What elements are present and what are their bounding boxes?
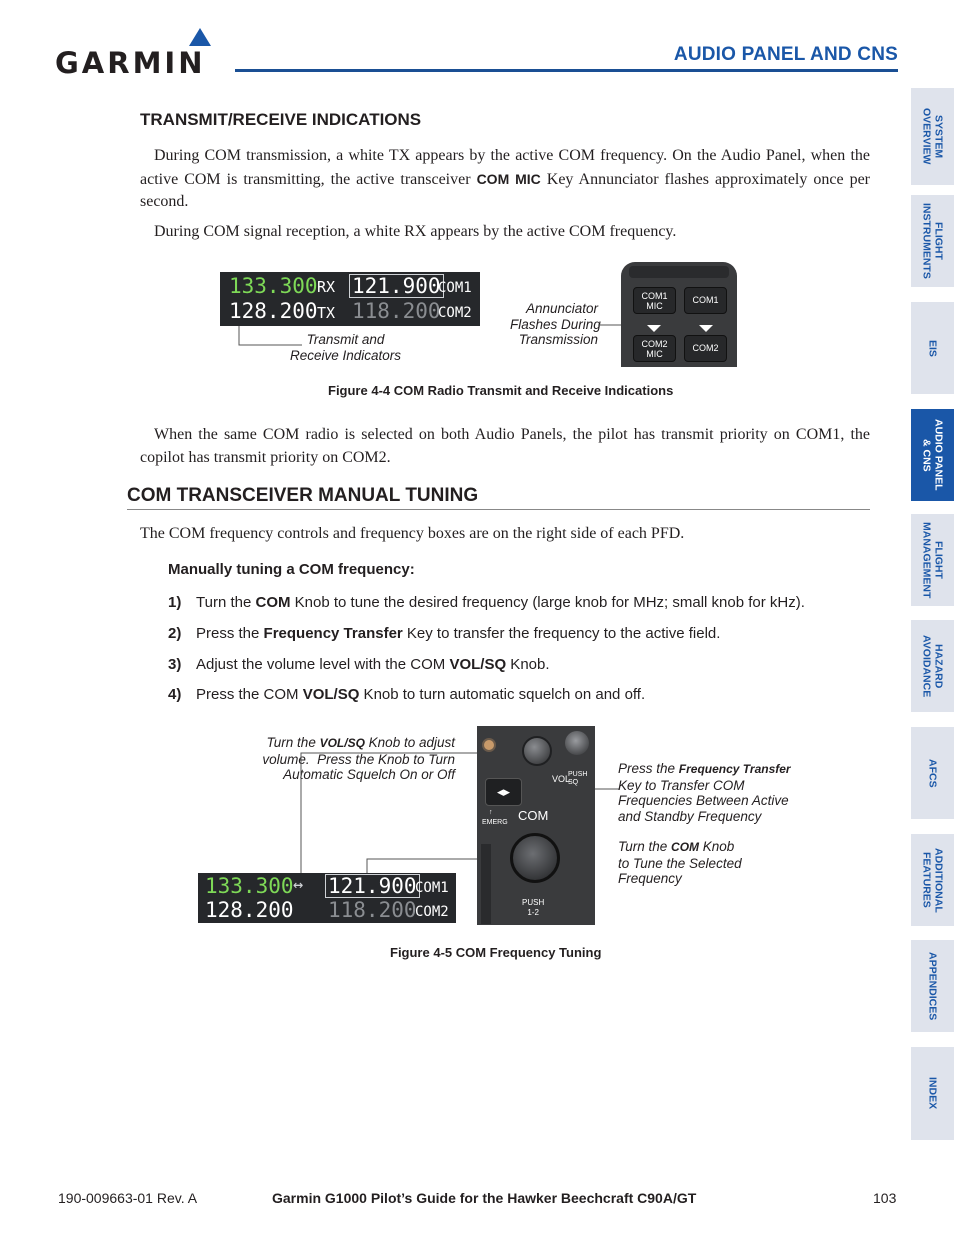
tab-label: FLIGHT MANAGEMENT bbox=[920, 521, 945, 599]
active-frequency-top: 133.300 bbox=[205, 874, 294, 898]
active-frequency-bottom: 128.200 bbox=[229, 299, 318, 323]
com-tuning-display bbox=[198, 873, 456, 923]
annunciator-icon bbox=[699, 325, 713, 333]
callout-key: COM bbox=[671, 840, 700, 854]
indicator-light bbox=[482, 738, 496, 752]
tab-index[interactable] bbox=[911, 1047, 954, 1140]
garmin-logo bbox=[55, 28, 220, 78]
com-label: COM bbox=[518, 808, 549, 823]
step-key: VOL/SQ bbox=[302, 686, 360, 703]
procedure-step bbox=[168, 594, 805, 611]
transfer-arrow-icon: ↔ bbox=[293, 875, 304, 895]
tx-indicator: TX bbox=[317, 304, 336, 322]
step-number: 2) bbox=[168, 625, 182, 642]
paragraph-receive: During COM signal reception, a white RX appears by the active COM frequency. bbox=[154, 223, 677, 240]
garmin-triangle-icon bbox=[189, 28, 211, 46]
com1-label: COM1 bbox=[415, 880, 449, 896]
procedure-step bbox=[168, 686, 645, 703]
tab-system-overview[interactable] bbox=[911, 88, 954, 185]
tab-additional-features[interactable] bbox=[911, 834, 954, 926]
annunciator-icon bbox=[647, 325, 661, 333]
callout-key: Frequency Transfer bbox=[678, 762, 791, 776]
tab-eis[interactable] bbox=[911, 302, 954, 394]
step-number: 1) bbox=[168, 594, 182, 611]
procedure-title: Manually tuning a COM frequency: bbox=[168, 561, 415, 578]
tab-label: FLIGHT INSTRUMENTS bbox=[920, 203, 945, 279]
com1-mic-key[interactable]: COM1 MIC bbox=[633, 287, 676, 314]
tab-label: AUDIO PANEL & CNS bbox=[920, 419, 945, 491]
procedure-step bbox=[168, 656, 550, 673]
emerg-arrow-icon: ↑ bbox=[489, 809, 493, 816]
paragraph-text: Key Annunciator flashes approximately once per second. bbox=[140, 170, 870, 210]
section-rule bbox=[127, 509, 870, 510]
small-knob[interactable] bbox=[565, 731, 589, 755]
com-frequency-display bbox=[220, 272, 480, 326]
com-knob[interactable] bbox=[510, 833, 560, 883]
paragraph-transmit-priority: When the same COM radio is selected on both Audio Panels, the pilot has transmit priority on COM1, the copilot has transmit priority on COM2. bbox=[140, 426, 870, 466]
callout-text: Turn the bbox=[266, 735, 320, 750]
com2-mic-key[interactable]: COM2 MIC bbox=[633, 335, 676, 362]
step-key: COM bbox=[255, 594, 291, 611]
frequency-transfer-key[interactable] bbox=[485, 778, 522, 806]
procedure-step bbox=[168, 625, 720, 642]
vol-sq-knob[interactable] bbox=[522, 736, 552, 766]
step-key: VOL/SQ bbox=[449, 656, 507, 673]
tab-flight-management[interactable] bbox=[911, 514, 954, 606]
paragraph-com-controls: The COM frequency controls and frequency boxes are on the right side of each PFD. bbox=[140, 525, 685, 542]
tab-label: EIS bbox=[926, 339, 939, 357]
tab-label: HAZARD AVOIDANCE bbox=[920, 634, 945, 698]
tab-hazard-avoidance[interactable] bbox=[911, 620, 954, 712]
step-text: Knob. bbox=[506, 656, 550, 673]
section-heading-transmit-receive: TRANSMIT/RECEIVE INDICATIONS bbox=[140, 110, 422, 129]
active-frequency-top: 133.300 bbox=[229, 274, 318, 298]
callout-text: Knob to adjust volume. Press the Knob to Turn Automatic Squelch On or Off bbox=[262, 735, 455, 782]
com2-key[interactable]: COM2 bbox=[684, 335, 727, 362]
step-number: 4) bbox=[168, 686, 182, 703]
panel-edge bbox=[481, 844, 491, 924]
tab-appendices[interactable] bbox=[911, 940, 954, 1032]
callout-leader-transfer bbox=[595, 785, 620, 795]
com1-key[interactable]: COM1 bbox=[684, 287, 727, 314]
step-number: 3) bbox=[168, 656, 182, 673]
emerg-label: EMERG bbox=[482, 819, 508, 826]
step-text: Knob to tune the desired frequency (large knob for MHz; small knob for kHz). bbox=[290, 594, 805, 611]
step-text: Adjust the volume level with the COM bbox=[196, 656, 450, 673]
rx-indicator: RX bbox=[317, 278, 336, 296]
page-number: 103 bbox=[873, 1190, 897, 1206]
callout-text: Turn the bbox=[618, 839, 672, 854]
panel-slot bbox=[629, 266, 729, 278]
vol-label: VOL bbox=[552, 774, 571, 784]
doc-number: 190-009663-01 Rev. A bbox=[58, 1190, 198, 1206]
standby-frequency-top: 121.900 bbox=[349, 274, 444, 298]
com2-label: COM2 bbox=[438, 305, 472, 321]
callout-com-knob bbox=[618, 839, 742, 887]
standby-frequency-top: 121.900 bbox=[325, 874, 420, 898]
figure-4-5-caption: Figure 4-5 COM Frequency Tuning bbox=[390, 945, 602, 960]
step-text: Turn the bbox=[196, 594, 256, 611]
logo-text: GARMIN bbox=[55, 46, 206, 80]
step-key: Frequency Transfer bbox=[263, 625, 403, 642]
section-heading-com-tuning: COM TRANSCEIVER MANUAL TUNING bbox=[127, 485, 479, 506]
tab-afcs[interactable] bbox=[911, 727, 954, 819]
callout-key: VOL/SQ bbox=[319, 736, 365, 750]
step-text: Press the COM bbox=[196, 686, 303, 703]
key-name: COM MIC bbox=[476, 170, 541, 187]
paragraph-transmit bbox=[140, 145, 870, 214]
callout-frequency-transfer bbox=[618, 761, 791, 824]
callout-text: Press the bbox=[618, 761, 679, 776]
push-sq-label: PUSH SQ bbox=[568, 771, 588, 786]
section-title: AUDIO PANEL AND CNS bbox=[673, 44, 898, 65]
step-text: Key to transfer the frequency to the active field. bbox=[402, 625, 721, 642]
tab-label: INDEX bbox=[926, 1077, 939, 1110]
standby-frequency-bottom: 118.200 bbox=[352, 299, 441, 323]
tab-label: AFCS bbox=[926, 758, 939, 788]
audio-panel-keys bbox=[621, 262, 737, 367]
footer-title: Garmin G1000 Pilot’s Guide for the Hawker Beechcraft C90A/GT bbox=[272, 1190, 697, 1206]
callout-transmit-receive: Transmit and Receive Indicators bbox=[290, 332, 402, 363]
step-text: Press the bbox=[196, 625, 264, 642]
step-text: Knob to turn automatic squelch on and off. bbox=[359, 686, 646, 703]
tab-flight-instruments[interactable] bbox=[911, 195, 954, 287]
figure-4-4-caption: Figure 4-4 COM Radio Transmit and Receive Indications bbox=[328, 383, 674, 398]
tab-label: SYSTEM OVERVIEW bbox=[920, 108, 945, 165]
callout-text: Key to Transfer COM Frequencies Between Active and Standby Frequency bbox=[618, 777, 789, 824]
tab-label: ADDITIONAL FEATURES bbox=[920, 847, 945, 913]
tab-audio-panel-cns[interactable] bbox=[911, 409, 954, 501]
push-1-2-label: PUSH 1-2 bbox=[522, 898, 545, 917]
transfer-arrows-icon: ◂▸ bbox=[496, 784, 511, 799]
active-frequency-bottom: 128.200 bbox=[205, 898, 294, 922]
header-rule bbox=[235, 69, 898, 72]
com2-label: COM2 bbox=[415, 904, 449, 920]
callout-text: Knob to Tune the Selected Frequency bbox=[618, 839, 742, 886]
paragraph-text: During COM transmission, a white TX appears by the active COM frequency. On the Audio Panel, when the active COM is transmitting, the active transceiver bbox=[140, 147, 870, 188]
com1-label: COM1 bbox=[438, 280, 472, 296]
standby-frequency-bottom: 118.200 bbox=[328, 898, 417, 922]
tab-label: APPENDICES bbox=[926, 951, 939, 1021]
com-control-panel bbox=[477, 726, 595, 925]
callout-annunciator: Annunciator Flashes During Transmission bbox=[510, 301, 601, 347]
